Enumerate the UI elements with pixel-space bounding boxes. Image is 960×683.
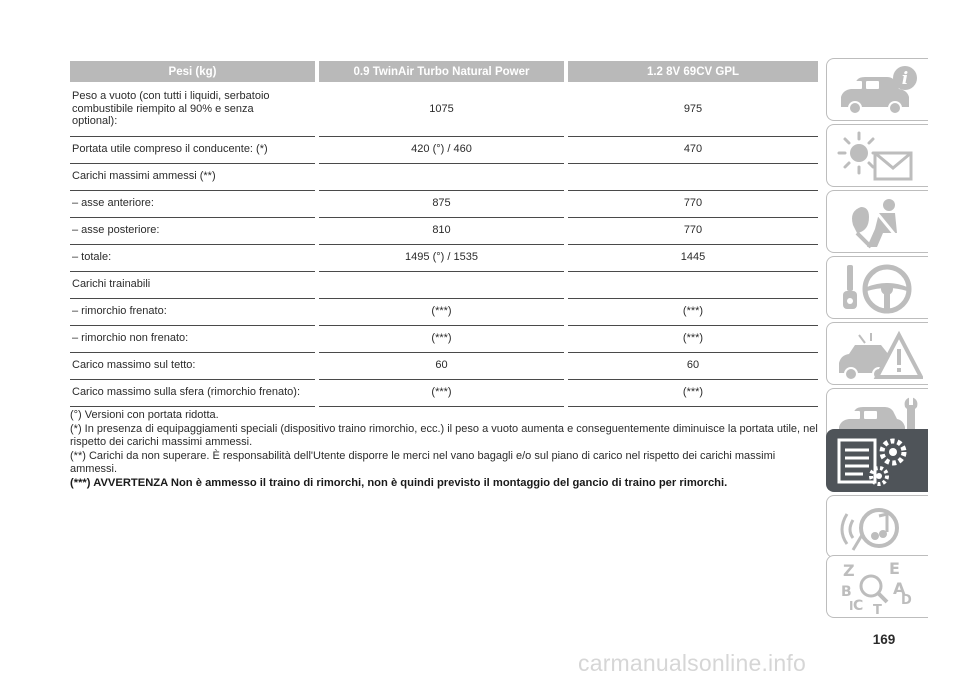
value-twinair	[319, 271, 564, 298]
svg-text:i: i	[901, 69, 909, 89]
tab-emergency[interactable]	[826, 322, 928, 385]
towing-warning: (***) AVVERTENZA Non è ammesso il traino di rimorchi, non è quindi previsto il montaggio del gancio di traino per rimorchi.	[70, 476, 728, 489]
tab-index[interactable]	[826, 555, 928, 618]
index-letter: Z	[843, 561, 855, 580]
index-letter: C	[853, 598, 864, 614]
tab-multimedia[interactable]	[826, 495, 928, 558]
dashboard-lights-messages-icon	[835, 129, 923, 185]
value-twinair: 420 (°) / 460	[319, 136, 564, 163]
alphabetical-index-search-icon	[835, 560, 923, 616]
row-label: Portata utile compreso il conducente: (*)	[70, 136, 315, 163]
footnote-max-loads: (**) Carichi da non superare. È responsabilità dell'Utente disporre le merci nel vano bagagli e/o sul piano di carico nel rispetto dei carichi massimi ammessi.	[70, 449, 776, 475]
value-gpl: 60	[568, 352, 818, 379]
technical-data-gears-icon	[835, 434, 923, 490]
value-twinair: 875	[319, 190, 564, 217]
table-row	[70, 217, 818, 244]
tab-safety[interactable]	[826, 190, 928, 253]
table-row	[70, 271, 818, 298]
table-row	[70, 82, 818, 136]
weights-table	[70, 61, 818, 407]
value-gpl: 975	[568, 82, 818, 136]
value-gpl: 770	[568, 190, 818, 217]
index-letter: D	[901, 593, 912, 608]
row-label: – rimorchio frenato:	[70, 298, 315, 325]
footnotes	[70, 409, 818, 490]
value-gpl: 770	[568, 217, 818, 244]
value-gpl: 1445	[568, 244, 818, 271]
tab-starting-driving[interactable]	[826, 256, 928, 319]
table-row	[70, 352, 818, 379]
table-row	[70, 379, 818, 406]
value-gpl: (***)	[568, 298, 818, 325]
multimedia-music-icon	[835, 500, 923, 556]
header-twinair: 0.9 TwinAir Turbo Natural Power	[319, 61, 564, 82]
value-gpl	[568, 163, 818, 190]
value-twinair: (***)	[319, 298, 564, 325]
safety-airbag-seatbelt-icon	[835, 195, 923, 251]
tab-car-info[interactable]	[826, 58, 928, 121]
table-row	[70, 190, 818, 217]
value-gpl: 470	[568, 136, 818, 163]
index-letter: A	[893, 579, 906, 598]
row-label: – asse posteriore:	[70, 217, 315, 244]
value-gpl: (***)	[568, 325, 818, 352]
value-twinair: 1495 (°) / 1535	[319, 244, 564, 271]
row-label: Carico massimo sul tetto:	[70, 352, 315, 379]
tab-dashboard[interactable]	[826, 124, 928, 187]
table-row	[70, 244, 818, 271]
index-letter: T	[873, 603, 882, 616]
header-weights: Pesi (kg)	[70, 61, 315, 82]
page-number: 169	[872, 632, 896, 647]
table-header-row	[70, 61, 818, 82]
index-letter: B	[841, 584, 852, 600]
row-label: Carichi trainabili	[70, 271, 315, 298]
value-twinair: (***)	[319, 325, 564, 352]
emergency-warning-triangle-icon	[835, 327, 923, 383]
value-gpl: (***)	[568, 379, 818, 406]
car-info-icon	[835, 63, 923, 119]
value-twinair	[319, 163, 564, 190]
row-label: – rimorchio non frenato:	[70, 325, 315, 352]
table-row	[70, 325, 818, 352]
value-twinair: (***)	[319, 379, 564, 406]
value-gpl	[568, 271, 818, 298]
index-letter: I	[849, 599, 854, 613]
footnote-reduced-payload: (°) Versioni con portata ridotta.	[70, 409, 219, 421]
row-label: Carico massimo sulla sfera (rimorchio frenato):	[70, 379, 315, 406]
row-label: – asse anteriore:	[70, 190, 315, 217]
table-row	[70, 136, 818, 163]
watermark: carmanualsonline.info	[578, 650, 806, 676]
table-row	[70, 163, 818, 190]
index-letter: E	[889, 560, 900, 578]
tab-technical-data[interactable]	[826, 429, 928, 492]
value-twinair: 60	[319, 352, 564, 379]
value-twinair: 1075	[319, 82, 564, 136]
footnote-special-equipment: (*) In presenza di equipaggiamenti speciali (dispositivo traino rimorchio, ecc.) il peso a vuoto aumenta e conseguentemente diminuisce la portata utile, nel rispetto dei carichi massimi ammessi.	[70, 422, 818, 448]
row-label: Peso a vuoto (con tutti i liquidi, serbatoio combustibile riempito al 90% e senza optional):	[70, 82, 315, 136]
table-row	[70, 298, 818, 325]
header-gpl: 1.2 8V 69CV GPL	[568, 61, 818, 82]
steering-wheel-key-icon	[835, 261, 923, 317]
row-label: – totale:	[70, 244, 315, 271]
row-label: Carichi massimi ammessi (**)	[70, 163, 315, 190]
value-twinair: 810	[319, 217, 564, 244]
